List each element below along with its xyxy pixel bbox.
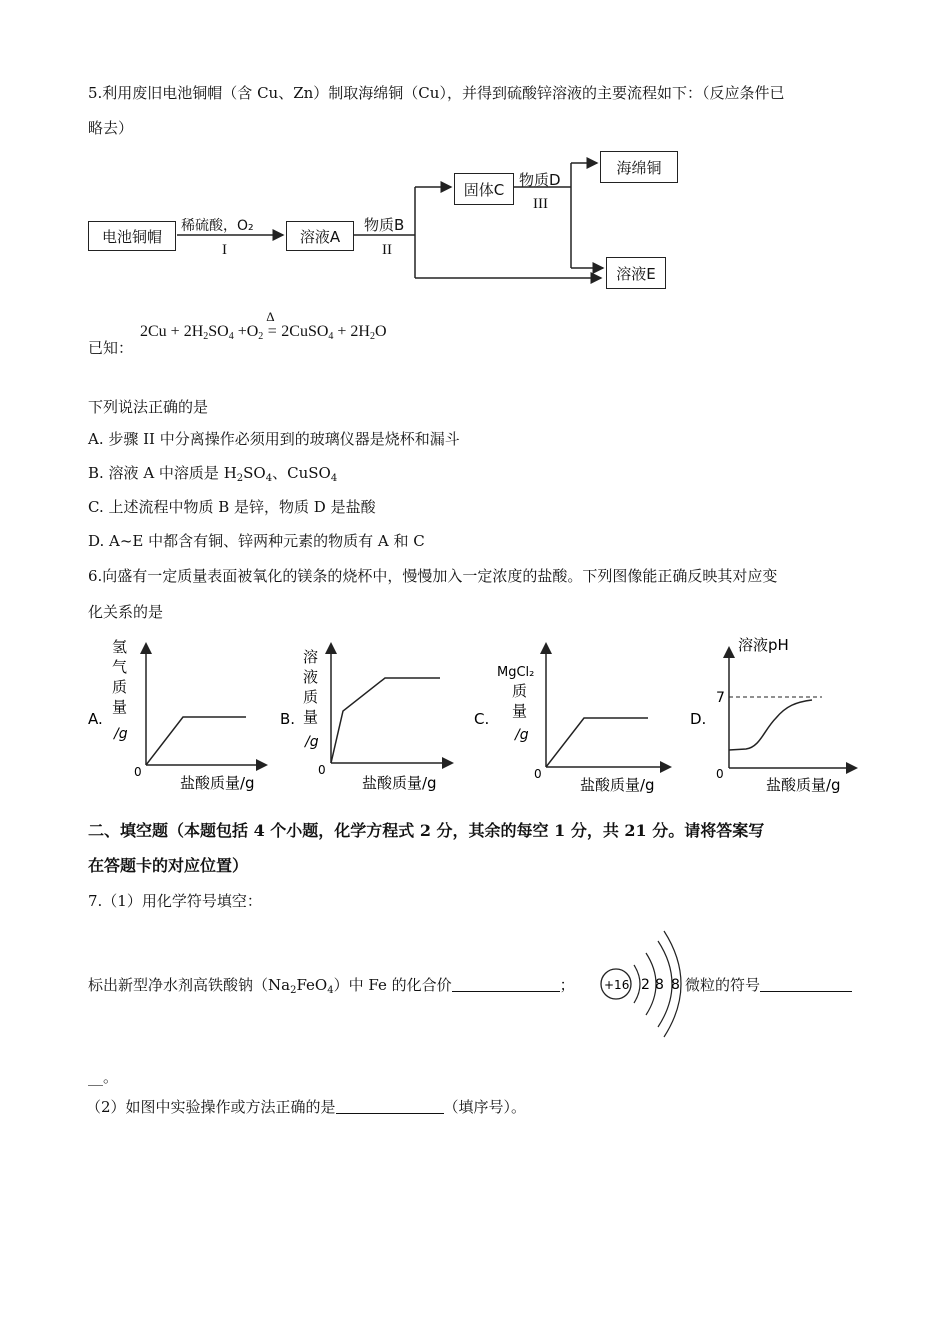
graph-b-yunit: /g xyxy=(305,734,319,750)
graph-c-curve xyxy=(546,718,648,767)
step1-reagent: 稀硫酸，O₂ xyxy=(181,218,254,234)
q5-question: 下列说法正确的是 xyxy=(88,398,209,416)
shell-1-count: 2 xyxy=(641,977,650,993)
q5-stem-line1: 5.利用废旧电池铜帽（含 Cu、Zn）制取海绵铜（Cu），并得到硫酸锌溶液的主要流程如下：（反应条件已 xyxy=(88,84,785,102)
q5-option-d: D. A~E 中都含有铜、锌两种元素的物质有 A 和 C xyxy=(88,532,425,550)
graph-c-option: C. xyxy=(474,710,490,728)
step2-numeral: II xyxy=(382,242,392,258)
box-solution-e: 溶液E xyxy=(606,257,666,289)
answer-blank-part2[interactable] xyxy=(336,1099,444,1114)
q6-stem-line2: 化关系的是 xyxy=(88,603,164,621)
q5-option-a: A. 步骤 II 中分离操作必须用到的玻璃仪器是烧杯和漏斗 xyxy=(88,430,460,448)
graph-d xyxy=(690,636,852,794)
graph-d-ylabel: 溶液pH xyxy=(738,636,789,654)
graph-d-xlabel: 盐酸质量/g xyxy=(766,776,841,794)
graph-b-curve xyxy=(331,678,440,763)
shell-3-count: 8 xyxy=(671,977,680,993)
graph-d-curve xyxy=(729,700,812,750)
graph-b-ylabel-4: 量 xyxy=(303,708,319,726)
q5-option-c: C. 上述流程中物质 B 是锌，物质 D 是盐酸 xyxy=(88,498,376,516)
graph-b-option: B. xyxy=(280,710,296,728)
step3-numeral: III xyxy=(533,196,548,212)
graph-c xyxy=(474,648,666,794)
graph-a-ylabel-3: 质 xyxy=(112,678,128,696)
graph-b-ylabel-1: 溶 xyxy=(303,648,319,666)
flow-connectors xyxy=(0,0,950,300)
graph-a-ylabel-1: 氢 xyxy=(112,638,128,656)
graph-b-ylabel-3: 质 xyxy=(303,688,319,706)
graph-b-origin: 0 xyxy=(318,763,326,777)
heat-symbol: Δ xyxy=(266,309,275,324)
graph-b-ylabel-2: 液 xyxy=(303,668,319,686)
graph-c-yunit: /g xyxy=(515,727,529,743)
answer-blank-particle[interactable] xyxy=(760,977,852,992)
graph-a-yunit: /g xyxy=(114,726,128,742)
step2-reagent: 物质B xyxy=(364,216,405,234)
q7-continuation: __。 xyxy=(88,1068,119,1086)
section2-title-line2: 在答题卡的对应位置） xyxy=(88,856,249,875)
q5-stem-line2: 略去） xyxy=(88,119,134,137)
graph-c-origin: 0 xyxy=(534,767,542,781)
graph-d-option: D. xyxy=(690,710,707,728)
graph-c-ylabel-top: MgCl₂ xyxy=(497,665,535,680)
graph-a-ylabel-4: 量 xyxy=(112,698,128,716)
graph-a-option: A. xyxy=(88,710,103,728)
graph-d-ref-label: 7 xyxy=(716,690,725,706)
shell-2-count: 8 xyxy=(655,977,664,993)
q6-graphs xyxy=(0,630,950,800)
particle-symbol-line: 微粒的符号 xyxy=(685,974,852,995)
q5-option-b: B. 溶液 A 中溶质是 $H_2SO_4$、CuSO$_4$ xyxy=(88,464,338,484)
graph-c-ylabel-1: 质 xyxy=(512,682,528,700)
box-sponge-copper: 海绵铜 xyxy=(600,151,678,183)
nucleus-charge: +16 xyxy=(604,978,630,992)
graph-b-xlabel: 盐酸质量/g xyxy=(362,774,437,792)
step1-numeral: I xyxy=(222,242,227,258)
q7-part2: （2）如图中实验操作或方法正确的是 （填序号）。 xyxy=(86,1098,527,1116)
q7-fe-line: 标出新型净水剂高铁酸钠$(Na_2FeO_4)$中 Fe 的化合价 ； xyxy=(88,976,575,996)
graph-a-ylabel-2: 气 xyxy=(112,658,128,676)
step3-reagent: 物质D xyxy=(519,171,561,189)
box-solution-a: 溶液A xyxy=(286,221,354,251)
q7-part1-intro: 7.（1）用化学符号填空： xyxy=(88,892,262,910)
graph-c-xlabel: 盐酸质量/g xyxy=(580,776,655,794)
graph-a xyxy=(88,638,262,792)
graph-a-curve xyxy=(146,717,246,765)
graph-a-origin: 0 xyxy=(134,765,142,779)
q6-stem-line1: 6.向盛有一定质量表面被氧化的镁条的烧杯中，慢慢加入一定浓度的盐酸。下列图像能正确反映其对应变 xyxy=(88,567,778,585)
box-solid-c: 固体C xyxy=(454,173,514,205)
graph-d-origin: 0 xyxy=(716,767,724,781)
known-label: 已知： xyxy=(88,339,134,357)
graph-a-xlabel: 盐酸质量/g xyxy=(180,774,255,792)
box-battery-cap: 电池铜帽 xyxy=(88,221,176,251)
graph-b xyxy=(280,648,448,792)
section2-title-line1: 二、填空题（本题包括 4 个小题，化学方程式 2 分，其余的每空 1 分，共 21 分。请将答案写 xyxy=(88,821,765,840)
reaction-equation: $2Cu + 2H_2SO_4 +O_2$ Δ = 2CuSO$_4$ + $2H_2O$ xyxy=(140,309,387,342)
graph-c-ylabel-2: 量 xyxy=(512,702,528,720)
answer-blank-fe[interactable] xyxy=(452,977,560,992)
